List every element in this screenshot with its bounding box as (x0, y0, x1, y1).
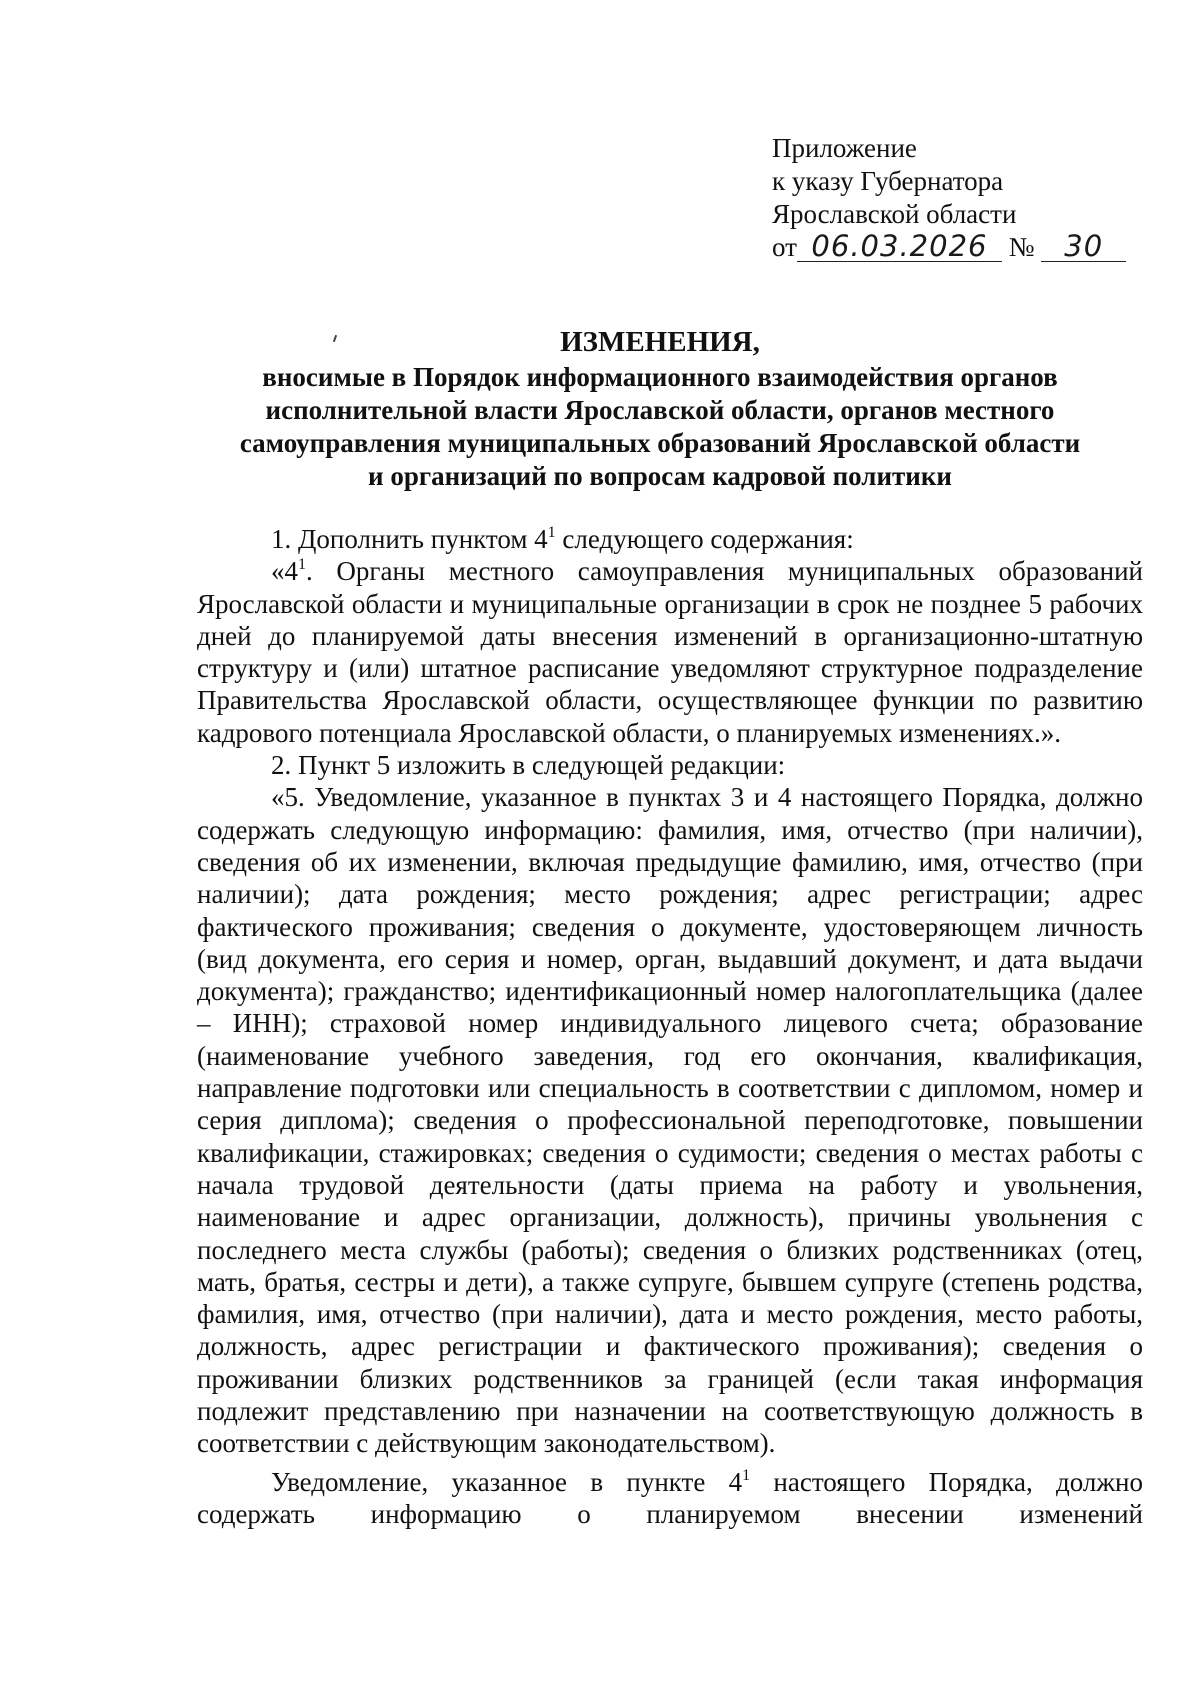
paragraph-5-text-b: настоящего Порядка, должно содержать информацию о планируемом внесении изменений (197, 1466, 1144, 1529)
annex-date-number-line (772, 231, 1152, 264)
title-line-1: вносимые в Порядок информационного взаимодействия органов (262, 362, 1058, 392)
paragraph-2-text-a: «4 (271, 556, 298, 587)
paragraph-2-text-b: . Органы местного самоуправления муниципальных образований Ярославской области и муниципальные организации в срок не позднее 5 рабочих дней до планируемой даты внесения изменений в организационно-штатную структуру и (или) штатное расписание уведомляют структурное подразделение Правительства Ярославской области, осуществляющее функции по развитию кадрового потенциала Ярославской области, о планируемых изменениях.». (197, 556, 1143, 748)
paragraph-2 (197, 555, 1143, 749)
paragraph-5 (197, 1466, 1143, 1531)
annex-line-3: Ярославской области (772, 199, 1017, 229)
superscript: 1 (298, 556, 306, 574)
title-line-2: исполнительной власти Ярославской области, органов местного (265, 395, 1055, 425)
handwritten-number: 30 (1041, 231, 1126, 262)
paragraph-1-text-b: следующего содержания: (555, 524, 854, 554)
document-title (180, 326, 1140, 493)
handwritten-date: 06.03.2026 (797, 231, 1002, 262)
paragraph-1-text-a: 1. Дополнить пунктом 4 (271, 524, 548, 554)
superscript: 1 (547, 524, 556, 541)
annex-header (772, 132, 1152, 264)
from-prefix: от (772, 232, 797, 262)
superscript: 1 (742, 1466, 751, 1484)
annex-line-2: к указу Губернатора (772, 166, 1004, 196)
title-main: ИЗМЕНЕНИЯ, (560, 326, 760, 358)
paragraph-3: 2. Пункт 5 изложить в следующей редакции: (271, 750, 786, 781)
number-sign: № (1008, 232, 1035, 262)
document-body (197, 523, 1143, 1530)
paragraph-5-text-a: Уведомление, указанное в пункте 4 (271, 1466, 743, 1497)
title-line-3: самоуправления муниципальных образований Ярославской области (239, 428, 1081, 458)
annex-line-1: Приложение (772, 133, 917, 163)
paragraph-4: «5. Уведомление, указанное в пунктах 3 и 4 настоящего Порядка, должно содержать следующую информацию: фамилия, имя, отчество (при наличии), сведения об их изменении, включая предыдущие фамилию, имя, отчество (при наличии); дата рождения; место рождения; адрес регистрации; адрес фактического проживания; сведения о документе, удостоверяющем личность (вид документа, его серия и номер, орган, выдавший документ, и дата выдачи документа); гражданство; идентификационный номер налогоплательщика (далее – ИНН); страховой номер индивидуального лицевого счета; образование (наименование учебного заведения, год его окончания, квалификация, направление подготовки или специальность в соответствии с дипломом, номер и серия диплома); сведения о профессиональной переподготовке, повышении квалификации, стажировках; сведения о судимости; сведения о местах работы с начала трудовой деятельности (даты приема на работу и увольнения, наименование и адрес организации, должность), причины увольнения с последнего места службы (работы); сведения о близких родственниках (отец, мать, братья, сестры и дети), а также супруге, бывшем супруге (степень родства, фамилия, имя, отчество (при наличии), дата и место рождения, место работы, должность, адрес регистрации и фактического проживания); сведения о проживании близких родственников за границей (если такая информация подлежит представлению при назначении на соответствующую должность в соответствии с действующим законодательством). (197, 782, 1143, 1459)
title-line-4: и организаций по вопросам кадровой политики (368, 461, 952, 491)
paragraph-1 (197, 523, 1143, 555)
